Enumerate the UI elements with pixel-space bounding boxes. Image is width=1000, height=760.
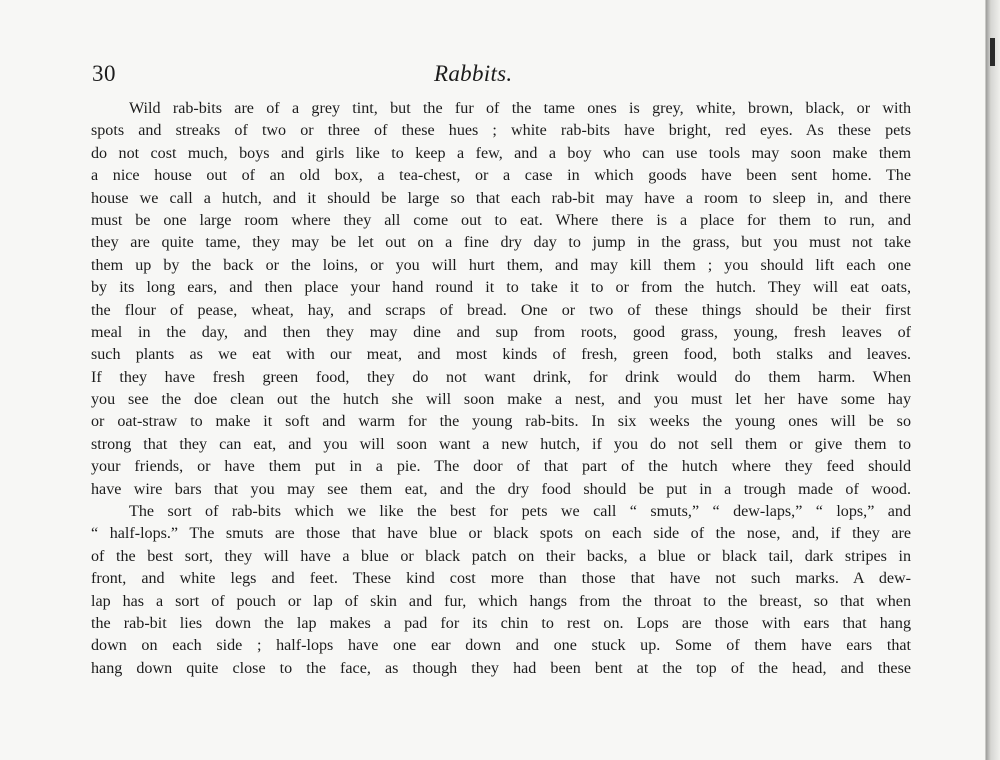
text-line: meal in the day, and then they may dine and sup from roots, good grass, young, fresh leaves of: [91, 323, 911, 341]
text-line: the rab-bit lies down the lap makes a pad for its chin to rest on. Lops are those with ears that hang: [91, 614, 911, 632]
page-number: 30: [92, 61, 116, 86]
text-line: The sort of rab-bits which we like the best for pets we call “ smuts,” “ dew-laps,” “ lops,” and: [129, 503, 911, 521]
text-line: strong that they can eat, and you will soon want a new hutch, if you do not sell them or give them to: [91, 435, 911, 453]
text-line: lap has a sort of pouch or lap of skin and fur, which hangs from the throat to the breast, so that when: [91, 592, 911, 610]
text-line: hang down quite close to the face, as though they had been bent at the top of the head, and these: [91, 659, 911, 677]
text-line: front, and white legs and feet. These kind cost more than those that have not such marks. A dew-: [91, 570, 911, 588]
text-line: such plants as we eat with our meat, and most kinds of fresh, green food, both stalks and leaves.: [91, 346, 911, 364]
text-line: have wire bars that you may see them eat, and the dry food should be put in a trough made of wood.: [91, 480, 911, 498]
text-line: you see the doe clean out the hutch she will soon make a nest, and you must let her have some hay: [91, 391, 911, 409]
text-line: by its long ears, and then place your hand round it to take it to or from the hutch. They will eat oats,: [91, 279, 911, 297]
text-line: down on each side ; half-lops have one ear down and one stuck up. Some of them have ears that: [91, 637, 911, 655]
text-line: Wild rab-bits are of a grey tint, but the fur of the tame ones is grey, white, brown, black, or with: [129, 100, 911, 117]
page-header: [92, 59, 912, 93]
text-line: spots and streaks of two or three of these hues ; white rab-bits have bright, red eyes. As these pets: [91, 122, 911, 140]
text-line: the flour of pease, wheat, hay, and scraps of bread. One or two of these things should be their first: [91, 301, 911, 319]
text-line: of the best sort, they will have a blue or black patch on their backs, a blue or black tail, dark stripes in: [91, 547, 911, 565]
text-line: them up by the back or the loins, or you will hurt them, and may kill them ; you should lift each one: [91, 256, 911, 274]
text-line: or oat-straw to make it soft and warm for the young rab-bits. In six weeks the young ones will be so: [91, 413, 911, 431]
text-line: “ half-lops.” The smuts are those that have blue or black spots on each side of the nose, and, if they are: [91, 525, 911, 543]
body-text: [91, 98, 911, 680]
page-edge: [986, 0, 1000, 760]
text-line: they are quite tame, they may be let out on a fine dry day to jump in the grass, but you must not take: [91, 234, 911, 252]
running-head: Rabbits.: [434, 61, 513, 86]
text-line: house we call a hutch, and it should be large so that each rab-bit may have a room to sleep in, and there: [91, 189, 911, 207]
text-line: If they have fresh green food, they do not want drink, for drink would do them harm. When: [91, 368, 911, 386]
text-line: a nice house out of an old box, a tea-chest, or a case in which goods have been sent home. The: [91, 167, 911, 185]
text-line: your friends, or have them put in a pie. The door of that part of the hutch where they feed should: [91, 458, 911, 476]
text-line: do not cost much, boys and girls like to keep a few, and a boy who can use tools may soon make them: [91, 144, 911, 162]
text-line: must be one large room where they all come out to eat. Where there is a place for them to run, and: [91, 211, 911, 229]
edge-mark: [990, 38, 995, 66]
